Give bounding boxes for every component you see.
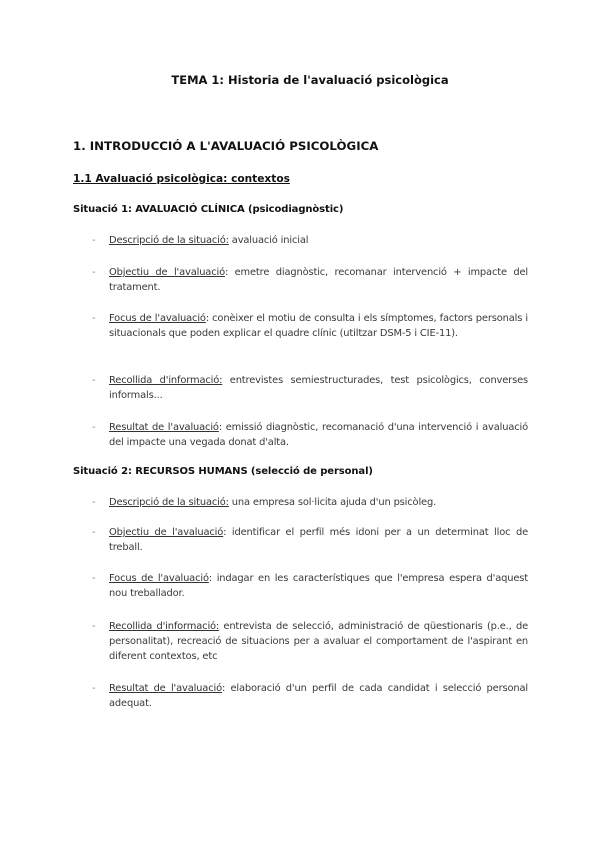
bullet: - xyxy=(92,497,96,508)
bullet: - xyxy=(92,621,96,632)
item-label: Recollida d'informació: xyxy=(109,375,223,386)
bullet: - xyxy=(92,235,96,246)
item-label: Resultat de l'avaluació xyxy=(109,422,219,433)
item-text: : identificar el perfil més idoni per a un determinat lloc de treball. xyxy=(109,527,528,553)
list-item xyxy=(92,681,528,711)
item-text: : elaboració d'un perfil de cada candidat i selecció personal adequat. xyxy=(109,683,528,709)
item-label: Recollida d'informació: xyxy=(109,621,220,632)
list-item xyxy=(92,265,528,295)
item-label: Resultat de l'avaluació xyxy=(109,683,222,694)
bullet: - xyxy=(92,422,96,433)
item-text: : emetre diagnòstic, recomanar intervenció + impacte del tratament. xyxy=(109,267,528,293)
bullet: - xyxy=(92,313,96,324)
list-item xyxy=(92,373,528,403)
bullet: - xyxy=(92,267,96,278)
situation-2-title: Situació 2: RECURSOS HUMANS (selecció de personal) xyxy=(73,466,373,477)
list-item xyxy=(92,619,528,664)
list-item xyxy=(92,311,528,341)
list-item xyxy=(92,571,528,601)
item-label: Objectiu de l'avaluació xyxy=(109,527,224,538)
bullet: - xyxy=(92,375,96,386)
item-text: : emissió diagnòstic, recomanació d'una intervenció i avaluació del impacte una vegada donat d'alta. xyxy=(109,422,528,448)
item-text: avaluació inicial xyxy=(228,235,309,246)
bullet: - xyxy=(92,683,96,694)
item-label: Focus de l'avaluació xyxy=(109,573,209,584)
document-title: TEMA 1: Historia de l'avaluació psicològica xyxy=(171,73,449,87)
list-item xyxy=(92,495,528,510)
subsection-heading: 1.1 Avaluació psicològica: contextos xyxy=(73,173,290,185)
item-label: Descripció de la situació: xyxy=(109,497,229,508)
item-label: Objectiu de l'avaluació xyxy=(109,267,225,278)
item-text: una empresa sol·licita ajuda d'un psicòleg. xyxy=(228,497,437,508)
item-text: : conèixer el motiu de consulta i els símptomes, factors personals i situacionals que poden explicar el quadre clínic (utiltzar DSM-5 i CIE-11). xyxy=(109,313,528,339)
list-item xyxy=(92,525,528,555)
list-item xyxy=(92,233,528,248)
item-label: Focus de l'avaluació xyxy=(109,313,206,324)
item-label: Descripció de la situació: xyxy=(109,235,229,246)
situation-1-title: Situació 1: AVALUACIÓ CLÍNICA (psicodiagnòstic) xyxy=(73,204,344,215)
item-text: : indagar en les característiques que l'empresa espera d'aquest nou treballador. xyxy=(109,573,528,599)
bullet: - xyxy=(92,573,96,584)
section-heading: 1. INTRODUCCIÓ A L'AVALUACIÓ PSICOLÒGICA xyxy=(73,139,379,153)
list-item xyxy=(92,420,528,450)
item-text: entrevistes semiestructurades, test psicològics, converses informals... xyxy=(109,375,528,401)
bullet: - xyxy=(92,527,96,538)
item-text: entrevista de selecció, administració de qüestionaris (p.e., de personalitat), recreació de situacions per a avaluar el comportament de l'aspirant en diferent contextos, etc xyxy=(109,621,528,662)
